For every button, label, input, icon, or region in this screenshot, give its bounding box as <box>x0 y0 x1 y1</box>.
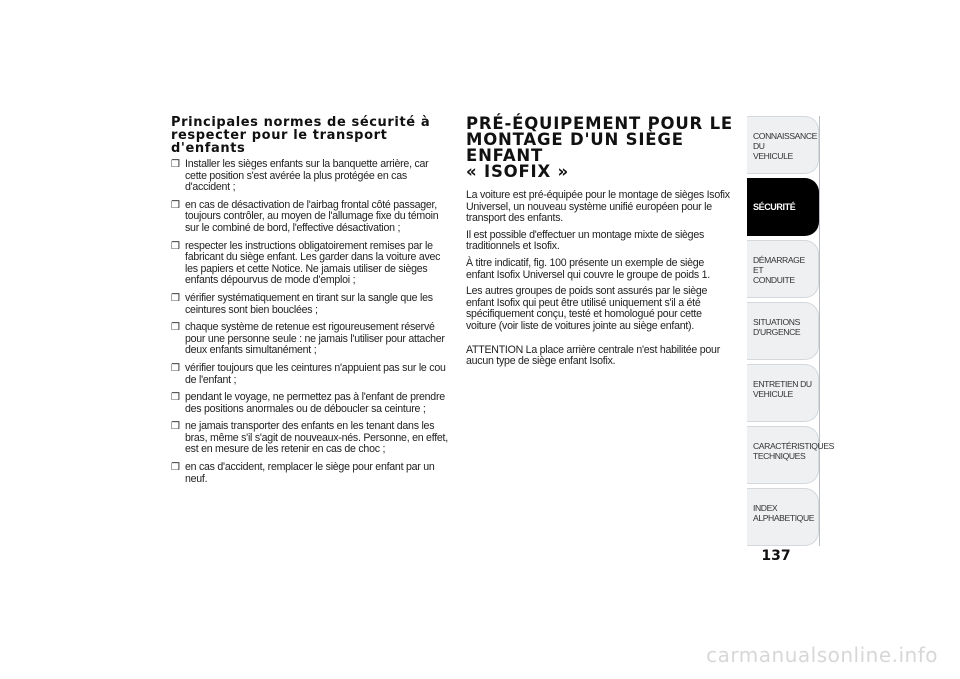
tab-demarrage-conduite[interactable] <box>747 240 819 298</box>
isofix-paragraph: Les autres groupes de poids sont assurés par le siège enfant Isofix qui peut être utilisé uniquement s'il a été spécifiquement conçu, testé et homologué pour cette voiture (voir liste de voitures jointe au siège enfant). <box>466 285 708 332</box>
sidebar-divider <box>819 116 820 546</box>
chapter-sidebar <box>747 116 834 550</box>
isofix-heading-line1: PRÉ-ÉQUIPEMENT POUR LE <box>466 114 733 133</box>
tab-connaissance-vehicule[interactable] <box>747 116 819 174</box>
safety-rules-list <box>171 159 451 485</box>
list-item <box>171 322 451 357</box>
list-item-text: respecter les instructions obligatoirement remises par le fabricant du siège enfant. Les garder dans la voiture avec les papiers et cette Notice. Ne jamais utiliser de sièges enfants dépourvus de mode d'emploi ; <box>185 239 441 287</box>
checkbox-bullet-icon: ❒ <box>171 362 180 374</box>
checkbox-bullet-icon: ❒ <box>171 240 180 252</box>
checkbox-bullet-icon: ❒ <box>171 392 180 404</box>
list-item <box>171 293 451 316</box>
checkbox-bullet-icon: ❒ <box>171 421 180 433</box>
tab-caracteristiques-techniques[interactable] <box>747 426 834 484</box>
tab-label-line1: DÉMARRAGE ET <box>753 255 805 275</box>
tab-label-line1: CARACTÉRISTIQUES <box>753 441 834 451</box>
list-item <box>171 421 451 456</box>
tab-situations-urgence[interactable] <box>747 302 819 360</box>
isofix-section <box>466 116 734 373</box>
safety-rules-heading-line1: Principales normes de sécurité à <box>171 115 431 130</box>
safety-rules-heading-line2: respecter pour le transport d'enfants <box>171 128 388 156</box>
tab-label-line1: SITUATIONS <box>753 317 800 327</box>
tab-label-line2: VEHICULE <box>753 389 793 399</box>
list-item-text: en cas de désactivation de l'airbag frontal côté passager, toujours contrôler, au moyen de l'allumage fixe du témoin sur le combiné de bord, l'effective désactivation ; <box>185 198 439 234</box>
list-item-text: ne jamais transporter des enfants en les tenant dans les bras, même s'il s'agit de nouveaux-nés. Personne, en effet, est en mesure de les retenir en cas de choc ; <box>185 420 448 456</box>
list-item <box>171 363 451 386</box>
list-item-text: en cas d'accident, remplacer le siège pour enfant par un neuf. <box>185 461 435 485</box>
tab-index-alphabetique[interactable] <box>747 488 819 546</box>
watermark-text: carmanualsonline.info <box>706 643 938 667</box>
list-item-text: vérifier systématiquement en tirant sur la sangle que les ceintures sont bien bouclées ; <box>185 291 433 316</box>
list-item <box>171 159 451 194</box>
list-item <box>171 392 451 415</box>
checkbox-bullet-icon: ❒ <box>171 322 180 334</box>
isofix-heading-line2: MONTAGE D'UN SIÈGE ENFANT <box>466 130 684 165</box>
checkbox-bullet-icon: ❒ <box>171 159 180 170</box>
isofix-paragraph: Il est possible d'effectuer un montage mixte de sièges traditionnels et Isofix. <box>466 228 705 253</box>
isofix-warning-paragraph: ATTENTION La place arrière centrale n'est habilitée pour aucun type de siège enfant Isofix. <box>466 343 720 368</box>
list-item <box>171 241 451 287</box>
list-item <box>171 200 451 235</box>
tab-label-line2: ALPHABETIQUE <box>753 513 815 523</box>
tab-label-line2: TECHNIQUES <box>753 451 806 461</box>
tab-label-line2: VEHICULE <box>753 151 793 161</box>
safety-rules-heading <box>171 116 451 155</box>
list-item <box>171 462 451 485</box>
list-item-text: pendant le voyage, ne permettez pas à l'enfant de prendre des positions anormales ou de déboucler sa ceinture ; <box>185 391 445 415</box>
tab-label-line2: CONDUITE <box>753 275 795 285</box>
list-item-text: vérifier toujours que les ceintures n'appuient pas sur le cou de l'enfant ; <box>185 361 446 386</box>
page-number: 137 <box>761 548 791 564</box>
checkbox-bullet-icon: ❒ <box>171 462 180 474</box>
tab-label-line2: D'URGENCE <box>753 327 801 337</box>
safety-rules-column <box>171 116 451 491</box>
isofix-heading <box>466 116 734 180</box>
tab-label-line1: CONNAISSANCE DU <box>753 131 817 151</box>
checkbox-bullet-icon: ❒ <box>171 199 180 211</box>
isofix-paragraph: À titre indicatif, fig. 100 présente un exemple de siège enfant Isofix Universel qui couvre le groupe de poids 1. <box>466 256 710 281</box>
tab-label-line1: SÉCURITÉ <box>753 202 796 212</box>
list-item-text: Installer les sièges enfants sur la banquette arrière, car cette position s'est avérée la plus protégée en cas d'accident ; <box>185 158 429 194</box>
list-item-text: chaque système de retenue est rigoureusement réservé pour une personne seule : ne jamais l'utiliser pour attacher deux enfants simultanément ; <box>185 321 445 357</box>
tab-securite[interactable] <box>747 178 819 236</box>
tab-label-line1: ENTRETIEN DU <box>753 379 812 389</box>
checkbox-bullet-icon: ❒ <box>171 292 180 304</box>
isofix-heading-line3: « ISOFIX » <box>466 162 569 181</box>
isofix-paragraph: La voiture est pré-équipée pour le montage de sièges Isofix Universel, un nouveau système unifié européen pour le transport des enfants. <box>466 189 730 225</box>
tab-label-line1: INDEX <box>753 503 778 513</box>
tab-entretien-vehicule[interactable] <box>747 364 819 422</box>
